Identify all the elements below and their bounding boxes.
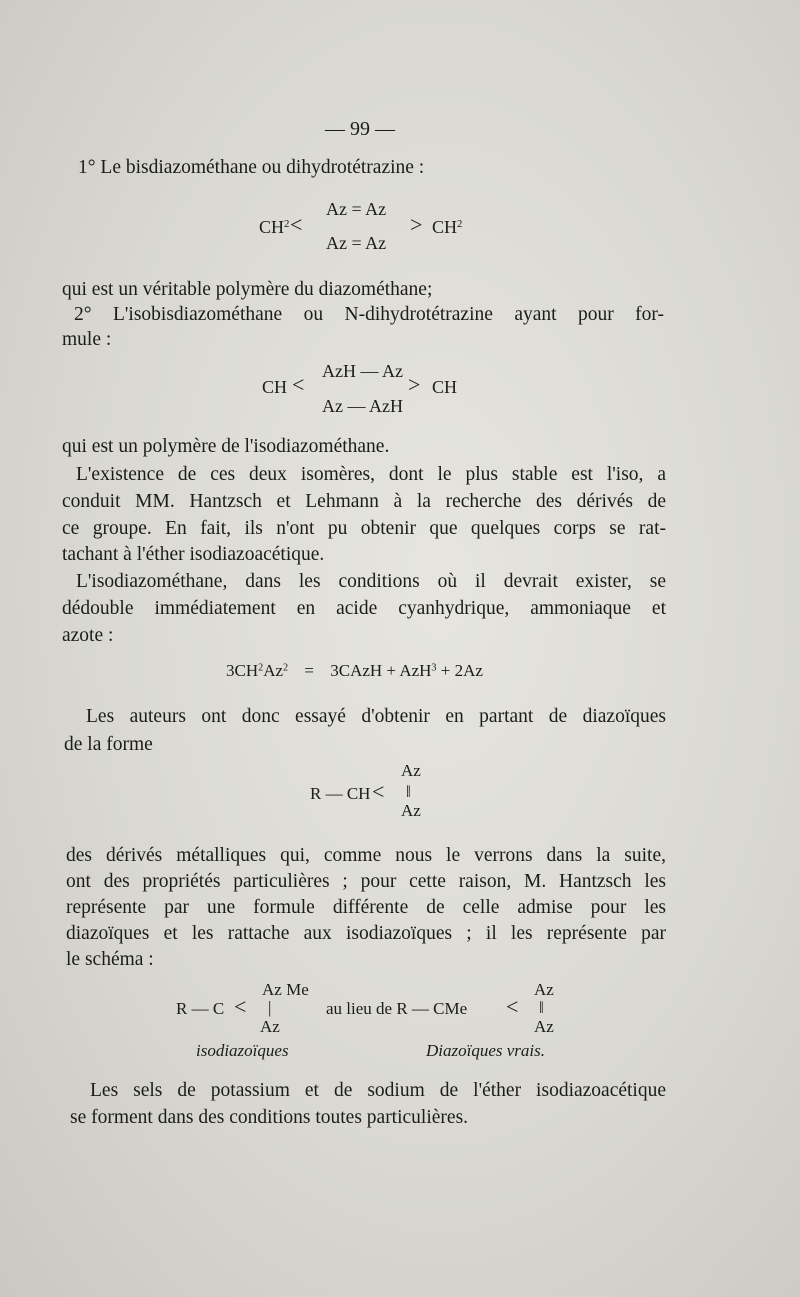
formula-2-left-bond: <	[292, 372, 305, 397]
item-1-heading: 1° Le bisdiazométhane ou dihydrotétrazine :	[78, 157, 425, 178]
formula-4b-top: Az	[534, 980, 554, 999]
formula-4a-top: Az Me	[262, 980, 309, 999]
formula-4a-bond: <	[234, 994, 247, 1019]
formula-1-right-bond: >	[410, 212, 423, 237]
paragraph-2-line-5: tachant à l'éther isodiazoacétique.	[62, 544, 325, 565]
paragraph-2-line-2: L'existence de ces deux isomères, dont le plus stable est l'iso, a	[76, 464, 666, 485]
formula-3-bottom: Az	[401, 801, 421, 820]
paragraph-5-line-1: Les sels de potassium et de sodium de l'éther isodiazoacétique	[90, 1080, 666, 1101]
formula-4a-bottom: Az	[260, 1017, 280, 1036]
paragraph-4-line-1: des dérivés métalliques qui, comme nous le verrons dans la suite,	[66, 845, 666, 866]
paragraph-2-line-7: dédouble immédiatement en acide cyanhydrique, ammoniaque et	[62, 598, 666, 619]
paragraph-3-line-2: de la forme	[64, 734, 153, 755]
formula-1-left: $CH^2$	[259, 217, 290, 237]
formula-2-top: AzH — Az	[322, 361, 403, 381]
paragraph-2-line-3: conduit MM. Hantzsch et Lehmann à la recherche des dérivés de	[62, 491, 666, 512]
paragraph-2-line-8: azote :	[62, 625, 114, 646]
formula-3-top: Az	[401, 761, 421, 780]
formula-1-left-bond: <	[290, 212, 303, 237]
formula-4b-double-bond: ‖	[539, 998, 544, 1017]
formula-4b-caption: Diazoïques vrais.	[426, 1041, 545, 1060]
paragraph-1-line-1: qui est un véritable polymère du diazométhane;	[62, 279, 433, 300]
paragraph-4-line-4: diazoïques et les rattache aux isodiazoïques ; il les représente par	[66, 923, 666, 944]
formula-3-bond: <	[372, 779, 385, 804]
formula-4b-bond: <	[506, 994, 519, 1019]
formula-2-right-bond: >	[408, 372, 421, 397]
formula-3-left: R — CH	[310, 784, 371, 803]
formula-2-right: CH	[432, 377, 458, 397]
paragraph-5-line-2: se forment dans des conditions toutes particulières.	[70, 1107, 469, 1128]
paragraph-3-line-1: Les auteurs ont donc essayé d'obtenir en partant de diazoïques	[86, 706, 666, 727]
paragraph-1-line-2: 2° L'isobisdiazométhane ou N-dihydrotétrazine ayant pour for-	[74, 304, 664, 325]
formula-4a-left: R — C	[176, 999, 225, 1018]
formula-3-double-bond: ‖	[406, 782, 411, 801]
formula-4b-bottom: Az	[534, 1017, 554, 1036]
paragraph-2-line-4: ce groupe. En fait, ils n'ont pu obtenir que quelques corps se rat-	[62, 518, 666, 539]
formula-2-left: CH	[262, 377, 288, 397]
formula-2-bottom: Az — AzH	[322, 396, 403, 416]
paragraph-2-line-1: qui est un polymère de l'isodiazométhane.	[62, 436, 390, 457]
paragraph-4-line-2: ont des propriétés particulières ; pour cette raison, M. Hantzsch les	[66, 871, 666, 892]
paragraph-2-line-6: L'isodiazométhane, dans les conditions où il devrait exister, se	[76, 571, 666, 592]
paragraph-4-line-5: le schéma :	[66, 949, 154, 970]
formula-4a-single-bond: |	[268, 998, 272, 1017]
paragraph-4-line-3: représente par une formule différente de celle admise pour les	[66, 897, 666, 918]
formula-1-right: $CH^2$	[432, 217, 463, 237]
formula-1-bottom: Az = Az	[326, 233, 387, 253]
page-number: — 99 —	[325, 118, 395, 140]
formula-1-top: Az = Az	[326, 199, 387, 219]
paragraph-1-line-3: mule :	[62, 329, 112, 350]
decomposition-equation: $3CH^2Az^2$ = 3CAzH + AzH$^3$ + 2Az	[226, 661, 483, 680]
formula-4-middle: au lieu de R — CMe	[326, 999, 468, 1018]
formula-4a-caption: isodiazoïques	[196, 1041, 289, 1060]
